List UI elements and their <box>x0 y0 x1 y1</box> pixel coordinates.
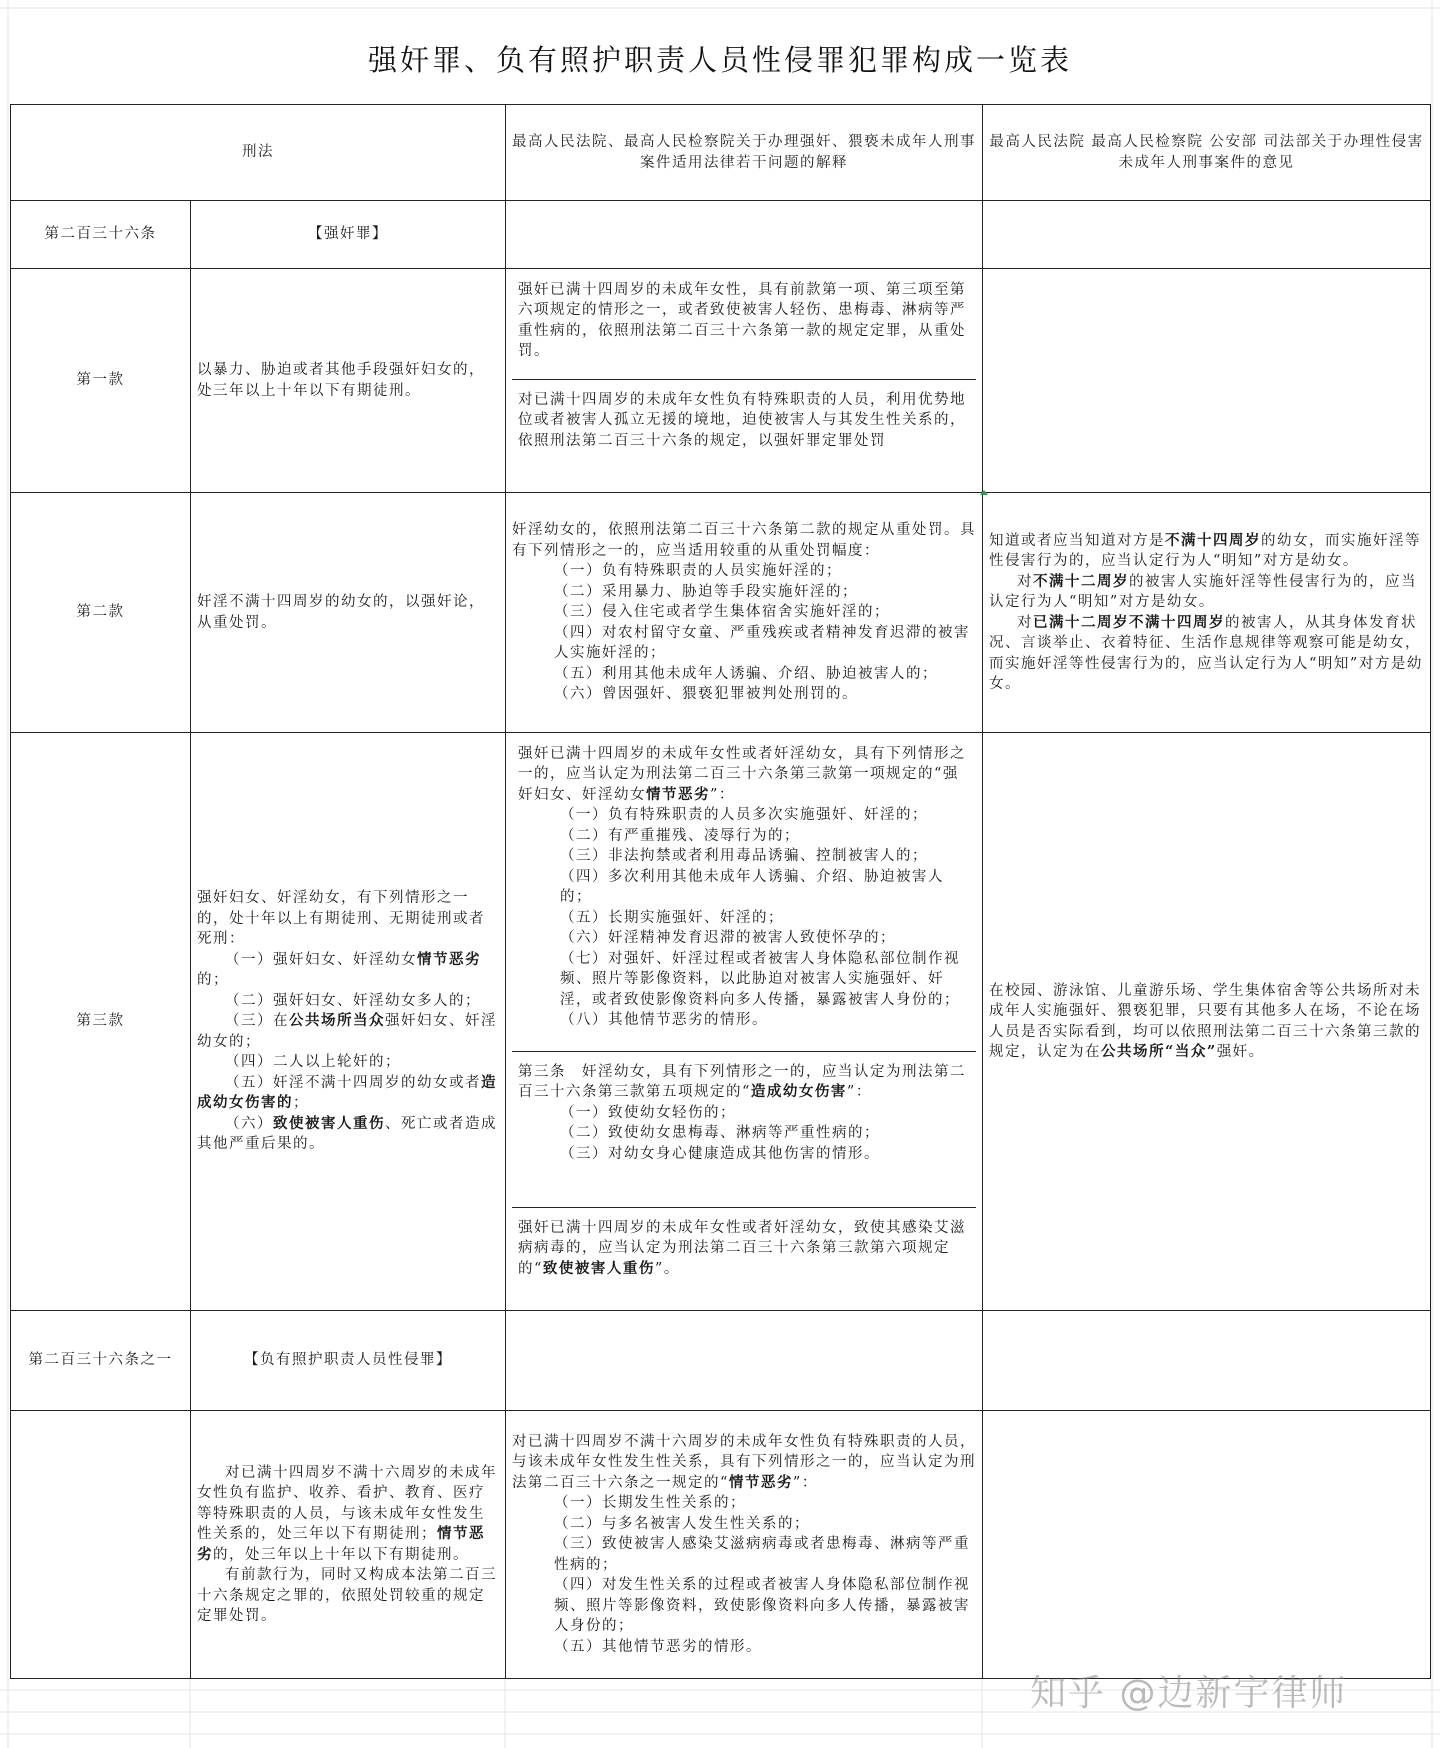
paragraph-3-opinion: 在校园、游泳馆、儿童游乐场、学生集体宿舍等公共场所对未成年人实施强奸、猥亵犯罪，只要有其他多人在场，不论在场人员是否实际看到，均可以依照刑法第二百三十六条第三款的规定，认定为在公共场所“当众”强奸。 <box>983 733 1431 1311</box>
article-236-1-opinion-empty <box>983 1411 1431 1679</box>
header-opinion: 最高人民法院 最高人民检察院 公安部 司法部关于办理性侵害未成年人刑事案件的意见 <box>983 105 1431 201</box>
row-paragraph-3 <box>11 733 1431 1311</box>
article-236-1-law: 对已满十四周岁不满十六周岁的未成年女性负有监护、收养、看护、教育、医疗等特殊职责的人员，与该未成年女性发生性关系的，处三年以下有期徒刑；情节恶劣的，处三年以上十年以下有期徒刑。 有前款行为，同时又构成本法第二百三十六条规定之罪的，依照处罚较重的规定定罪处罚。 <box>191 1411 506 1679</box>
header-row <box>11 105 1431 201</box>
list-item: （三）对幼女身心健康造成其他伤害的情形。 <box>560 1145 880 1162</box>
list-item: （三）致使被害人感染艾滋病病毒或者患梅毒、淋病等严重性病的； <box>554 1536 970 1573</box>
paragraph-3-interpretation <box>506 733 983 1311</box>
article-236-opinion-empty <box>983 201 1431 269</box>
list-item: （七）对强奸、奸淫过程或者被害人身体隐私部位制作视频、照片等影像资料，以此胁迫对被害人实施强奸、奸淫，或者致使影像资料向多人传播，暴露被害人身份的； <box>560 950 960 1008</box>
article-236-1-label-empty <box>11 1411 191 1679</box>
table-title: 强奸罪、负有照护职责人员性侵罪犯罪构成一览表 <box>367 43 1072 77</box>
list-item: （五）利用其他未成年人诱骗、介绍、胁迫被害人的； <box>554 665 938 682</box>
paragraph-3-interp-1: 强奸已满十四周岁的未成年女性或者奸淫幼女，具有下列情形之一的，应当认定为刑法第二百三十六条第三款第一项规定的“强奸妇女、奸淫幼女情节恶劣”： （一）负有特殊职责的人员多次实施强奸、奸淫的； （二）有严重摧残、凌辱行为的； （三）非法拘禁或者利用毒品诱骗、控制被害人的； （四）多次利用其他未成年人诱骗、介绍、胁迫被害人的； （五）长期实施强奸、奸淫的； （六）奸淫精神发育迟滞的被害人致使怀孕的； （七）对强奸、奸淫过程或者被害人身体隐私部位制作视频、照片等影像资料，以此胁迫对被害人实施强奸、奸淫，或者致使影像资料向多人传播，暴露被害人身份的； （八）其他情节恶劣的情形。 <box>512 734 976 1052</box>
article-236-label: 第二百三十六条 <box>11 201 191 269</box>
row-paragraph-1 <box>11 269 1431 493</box>
list-item: （一）长期发生性关系的； <box>554 1495 746 1512</box>
header-interpretation: 最高人民法院、最高人民检察院关于办理强奸、猥亵未成年人刑事案件适用法律若干问题的解释 <box>506 105 983 201</box>
paragraph-2-interpretation <box>506 493 983 733</box>
list-item: （二）采用暴力、胁迫等手段实施奸淫的； <box>554 583 858 600</box>
paragraph-2-law: 奸淫不满十四周岁的幼女的，以强奸论，从重处罚。 <box>191 493 506 733</box>
list-item: （四）多次利用其他未成年人诱骗、介绍、胁迫被害人的； <box>560 868 944 905</box>
paragraph-3-interp-3: 强奸已满十四周岁的未成年女性或者奸淫幼女，致使其感染艾滋病病毒的，应当认定为刑法第二百三十六条第三款第六项规定的“致使被害人重伤”。 <box>518 1219 966 1277</box>
list-item: （五）其他情节恶劣的情形。 <box>554 1638 762 1655</box>
paragraph-2-interp-intro: 奸淫幼女的，依照刑法第二百三十六条第二款的规定从重处罚。具有下列情形之一的，应当适用较重的从重处罚幅度： <box>512 522 976 559</box>
list-item: （三）侵入住宅或者学生集体宿舍实施奸淫的； <box>554 604 890 621</box>
opinion-text-a: 知道或者应当知道对方是不满十四周岁的幼女，而实施奸淫等性侵害行为的，应当认定行为人“明知”对方是幼女。 <box>989 531 1421 569</box>
article-236-1-crime: 【负有照护职责人员性侵罪】 <box>191 1311 506 1411</box>
list-item: （一）负有特殊职责的人员多次实施强奸、奸淫的； <box>560 807 928 823</box>
row-article-236 <box>11 201 1431 269</box>
list-item: （二）致使幼女患梅毒、淋病等严重性病的； <box>560 1125 880 1141</box>
opinion-text-c: 对已满十二周岁不满十四周岁的被害人，从其身体发育状况、言谈举止、衣着特征、生活作息规律等观察可能是幼女，而实施奸淫等性侵害行为的，应当认定行为人“明知”对方是幼女。 <box>989 613 1423 692</box>
article-236-1-label: 第二百三十六条之一 <box>11 1311 191 1411</box>
paragraph-3-interp-2: 第三条 奸淫幼女，具有下列情形之一的，应当认定为刑法第二百三十六条第三款第五项规定的“造成幼女伤害”： （一）致使幼女轻伤的； （二）致使幼女患梅毒、淋病等严重性病的； （三）对幼女身心健康造成其他伤害的情形。 <box>512 1052 976 1208</box>
paragraph-2-opinion <box>983 493 1431 733</box>
paragraph-3-label: 第三款 <box>11 733 191 1311</box>
paragraph-1-interp-2: 对已满十四周岁的未成年女性负有特殊职责的人员，利用优势地位或者被害人孤立无援的境地，迫使被害人与其发生性关系的，依照刑法第二百三十六条的规定，以强奸罪定罪处罚 <box>518 391 966 449</box>
article-236-interp-empty <box>506 201 983 269</box>
row-article-236-1 <box>11 1311 1431 1411</box>
offense-elements-table <box>10 104 1431 1679</box>
header-criminal-law: 刑法 <box>11 105 506 201</box>
row-paragraph-2 <box>11 493 1431 733</box>
watermark: 知乎 @边新宇律师 <box>1030 1673 1348 1714</box>
paragraph-1-opinion-empty <box>983 269 1431 493</box>
row-article-236-1-content <box>11 1411 1431 1679</box>
list-item: （八）其他情节恶劣的情形。 <box>560 1012 768 1028</box>
paragraph-1-label: 第一款 <box>11 269 191 493</box>
list-item: （四）对农村留守女童、严重残疾或者精神发育迟滞的被害人实施奸淫的； <box>554 624 970 662</box>
article-236-1-interp-empty <box>506 1311 983 1411</box>
article-236-1-interpretation: 对已满十四周岁不满十六周岁的未成年女性负有特殊职责的人员，与该未成年女性发生性关系，具有下列情形之一的，应当认定为刑法第二百三十六条之一规定的“情节恶劣”： （一）长期发生性关系的； （二）与多名被害人发生性关系的； （三）致使被害人感染艾滋病病毒或者患梅毒、淋病等严重性病的； （四）对发生性关系的过程或者被害人身体隐私部位制作视频、照片等影像资料，致使影像资料向多人传播，暴露被害人身份的； （五）其他情节恶劣的情形。 <box>506 1411 983 1679</box>
list-item: （五）长期实施强奸、奸淫的； <box>560 909 784 926</box>
article-236-crime: 【强奸罪】 <box>191 201 506 269</box>
opinion-text-b: 对不满十二周岁的被害人实施奸淫等性侵害行为的，应当认定行为人“明知”对方是幼女。 <box>989 572 1417 610</box>
paragraph-1-law: 以暴力、胁迫或者其他手段强奸妇女的，处三年以上十年以下有期徒刑。 <box>191 269 506 493</box>
paragraph-2-label: 第二款 <box>11 493 191 733</box>
list-item: （一）负有特殊职责的人员实施奸淫的； <box>554 563 842 580</box>
paragraph-1-interpretation <box>506 269 983 493</box>
list-item: （六）奸淫精神发育迟滞的被害人致使怀孕的； <box>560 930 896 946</box>
article-236-1-opinion-empty <box>983 1311 1431 1411</box>
list-item: （一）致使幼女轻伤的； <box>560 1104 736 1121</box>
cell-comment-marker <box>980 490 988 495</box>
list-item: （四）对发生性关系的过程或者被害人身体隐私部位制作视频、照片等影像资料，致使影像资料向多人传播，暴露被害人身份的； <box>554 1577 970 1635</box>
paragraph-1-interp-1: 强奸已满十四周岁的未成年女性，具有前款第一项、第三项至第六项规定的情形之一，或者致使被害人轻伤、患梅毒、淋病等严重性病的，依照刑法第二百三十六条第一款的规定定罪，从重处罚。 <box>512 270 976 380</box>
list-item: （二）有严重摧残、凌辱行为的； <box>560 827 800 844</box>
list-item: （六）曾因强奸、猥亵犯罪被判处刑罚的。 <box>554 686 858 703</box>
paragraph-3-law: 强奸妇女、奸淫幼女，有下列情形之一的，处十年以上有期徒刑、无期徒刑或者死刑： （一）强奸妇女、奸淫幼女情节恶劣的； （二）强奸妇女、奸淫幼女多人的； （三）在公共场所当众强奸妇女、奸淫幼女的； （四）二人以上轮奸的； （五）奸淫不满十四周岁的幼女或者造成幼女伤害的； （六）致使被害人重伤、死亡或者造成其他严重后果的。 <box>191 733 506 1311</box>
list-item: （二）与多名被害人发生性关系的； <box>554 1515 810 1532</box>
list-item: （三）非法拘禁或者利用毒品诱骗、控制被害人的； <box>560 848 928 864</box>
